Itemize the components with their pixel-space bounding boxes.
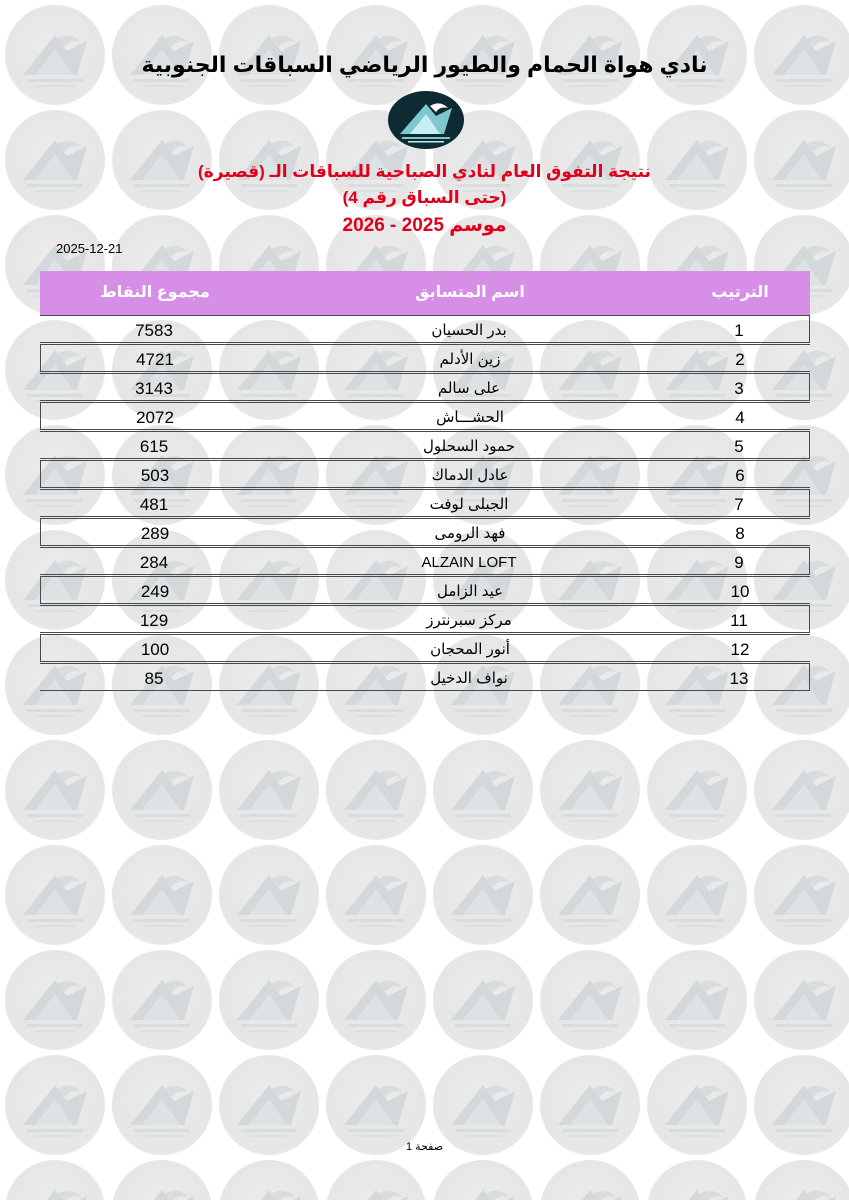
table-row	[40, 634, 810, 662]
report-date: 2025-12-21	[56, 241, 123, 256]
rank-cell: 1	[734, 321, 744, 340]
table-header	[40, 271, 810, 315]
name-cell: عادل الدماك	[431, 467, 509, 484]
name-cell: بدر الحسيان	[431, 322, 507, 339]
rank-cell: 4	[735, 408, 745, 427]
points-cell: 129	[139, 611, 169, 630]
points-cell: 85	[144, 669, 164, 688]
points-cell: 615	[139, 437, 169, 456]
rank-cell: 3	[734, 379, 744, 398]
club-logo-icon	[386, 90, 466, 150]
rank-cell: 2	[735, 350, 745, 369]
name-cell: الحشـــاش	[436, 409, 504, 426]
table-row	[40, 315, 810, 343]
name-cell: زين الأدلم	[439, 351, 501, 368]
table-row	[40, 460, 810, 488]
points-cell: 100	[140, 640, 170, 659]
table-row	[40, 576, 810, 604]
table-row	[40, 402, 810, 430]
rank-cell: 7	[734, 495, 744, 514]
table-row	[40, 663, 810, 691]
rank-cell: 13	[729, 669, 749, 688]
table-row	[40, 373, 810, 401]
name-cell: الجبلى لوفت	[429, 496, 509, 513]
table-row	[40, 344, 810, 372]
rank-cell: 11	[730, 611, 748, 630]
name-cell: نواف الدخيل	[430, 670, 508, 687]
points-cell: 249	[140, 582, 170, 601]
club-title: نادي هواة الحمام والطيور الرياضي السباقات الجنوبية	[141, 52, 708, 77]
race-number-subtitle: (حتى السباق رقم 4)	[342, 188, 507, 207]
table-row	[40, 489, 810, 517]
results-table	[40, 271, 810, 691]
rank-cell: 10	[730, 582, 750, 601]
name-cell: ALZAIN LOFT	[421, 554, 517, 571]
results-title: نتيجة التفوق العام لنادي الصباحية للسباقات الـ (قصيرة)	[198, 162, 651, 181]
column-header-points: مجموع النقاط	[100, 284, 210, 301]
table-row	[40, 605, 810, 633]
points-cell: 284	[139, 553, 169, 572]
rank-cell: 8	[735, 524, 745, 543]
column-header-rank: الترتيب	[711, 284, 769, 301]
name-cell: عيد الزامل	[436, 583, 504, 600]
name-cell: فهد الرومى	[434, 525, 506, 542]
table-row	[40, 547, 810, 575]
table-row	[40, 431, 810, 459]
name-cell: حمود السحلول	[423, 438, 515, 455]
name-cell: مركز سبرنترز	[426, 612, 512, 629]
rank-cell: 5	[734, 437, 744, 456]
table-body	[40, 315, 810, 691]
rank-cell: 9	[734, 553, 744, 572]
points-cell: 503	[140, 466, 170, 485]
points-cell: 289	[140, 524, 170, 543]
points-cell: 7583	[135, 321, 173, 340]
points-cell: 481	[139, 495, 169, 514]
points-cell: 2072	[136, 408, 174, 427]
name-cell: على سالم	[437, 380, 501, 397]
points-cell: 3143	[135, 379, 173, 398]
name-cell: أنور المحجان	[430, 641, 510, 658]
column-header-name: اسم المتسابق	[415, 284, 525, 301]
rank-cell: 12	[730, 640, 750, 659]
season-subtitle: موسم 2025 - 2026	[342, 215, 507, 236]
rank-cell: 6	[735, 466, 745, 485]
page-number: صفحة 1	[405, 1141, 444, 1153]
points-cell: 4721	[136, 350, 174, 369]
table-row	[40, 518, 810, 546]
